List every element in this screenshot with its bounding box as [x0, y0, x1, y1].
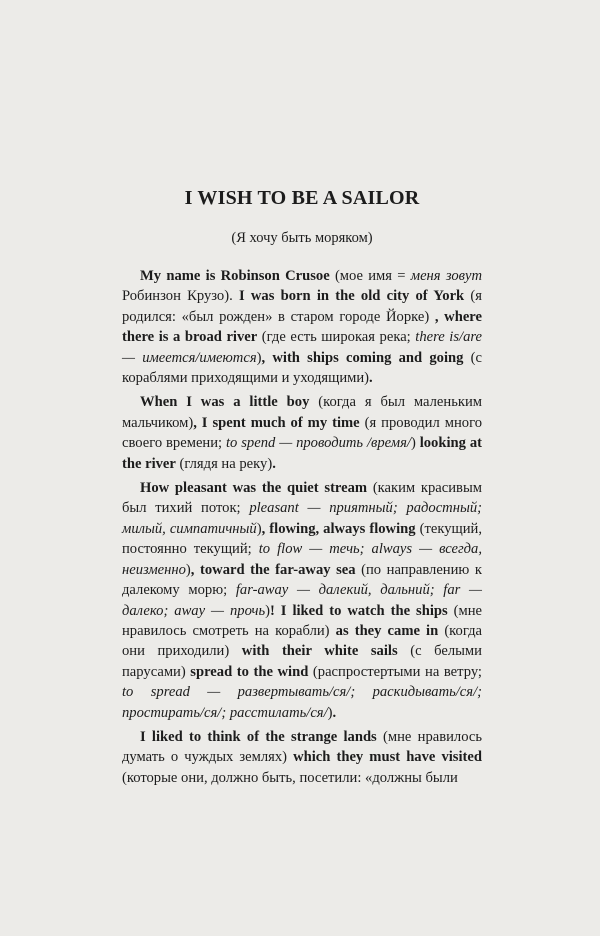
russian-gloss: ) [327, 704, 333, 721]
russian-gloss: (мое имя = [329, 268, 411, 284]
english-phrase: looking at the river [122, 435, 482, 472]
english-phrase: I was born in the old city of York [238, 288, 465, 305]
translation-note: to spread — развертывать/ся/; раскидывать/ся/; простирать/ся/; расстилать/ся/ [122, 684, 482, 721]
english-phrase: , flowing, always flowing [261, 520, 416, 537]
english-phrase: . [332, 704, 337, 721]
russian-gloss: (текущий, постоянно текущий; [122, 520, 482, 558]
russian-gloss: (я родился: «был рожден» в старом городе Йорке) [122, 288, 482, 325]
chapter-title: I WISH TO BE A SAILOR [184, 187, 420, 209]
english-phrase: , with ships coming and going [261, 349, 464, 366]
translation-note: to spend — проводить /время/ [226, 435, 411, 452]
chapter-body [122, 266, 482, 788]
russian-gloss: ) [185, 561, 191, 578]
russian-gloss: (с белыми парусами) [122, 643, 482, 680]
english-phrase: , where there is a broad river [122, 308, 482, 346]
translation-note: far-away — далекий, дальний; far — далеко; away — прочь [122, 582, 482, 619]
english-phrase: How pleasant was the quiet stream [140, 480, 368, 497]
russian-gloss: ) [256, 520, 262, 537]
english-phrase: , toward the far-away sea [190, 561, 356, 578]
russian-gloss: (каким красивым был тихий поток; [122, 480, 482, 517]
russian-gloss: (по направлению к далекому морю; [122, 561, 482, 599]
translation-note: меня зовут [410, 268, 482, 284]
english-phrase: My name is Robinson Crusoe [140, 268, 330, 284]
paragraph [122, 478, 482, 723]
russian-gloss: (с кораблями приходящими и уходящими) [122, 349, 482, 387]
translation-note: pleasant — приятный; радостный; милый, симпатичный [122, 500, 482, 537]
english-phrase: I liked to think of the strange lands [140, 728, 377, 745]
english-phrase: as they came in [335, 622, 439, 639]
russian-gloss: (мне нравилось смотреть на корабли) [122, 602, 483, 639]
russian-gloss: ) [265, 602, 270, 619]
russian-gloss: ) [410, 435, 420, 452]
russian-gloss: (которые они, должно быть, посетили: «должны были [122, 769, 458, 786]
paragraph [122, 266, 482, 388]
russian-gloss: (я проводил много своего времени; [122, 414, 482, 452]
paragraph [122, 727, 482, 788]
english-phrase: which they must have visited [293, 749, 482, 766]
english-phrase: with their white sails [241, 643, 398, 660]
russian-gloss: (когда я был маленьким мальчиком) [122, 394, 482, 431]
english-phrase: ! I liked to watch the ships [269, 602, 448, 619]
english-phrase: , I spent much of my time [193, 414, 360, 431]
russian-gloss: (глядя на реку) [175, 455, 273, 472]
english-phrase: spread to the wind [190, 663, 309, 680]
russian-gloss: (где есть широкая река; [257, 329, 416, 346]
english-phrase: When I was a little boy [140, 394, 310, 411]
english-phrase: . [272, 455, 276, 472]
translation-note: to flow — течь; always — всегда, неизменно [122, 541, 482, 578]
russian-gloss: (когда они приходили) [122, 622, 482, 660]
paragraph [122, 392, 482, 474]
book-page [0, 186, 600, 936]
russian-gloss: Робинзон Крузо). [122, 288, 239, 305]
english-phrase: . [369, 370, 373, 387]
translation-note: there is/are — имеется/имеются [122, 329, 483, 366]
russian-gloss: (распростертыми на ветру; [308, 663, 482, 680]
chapter-subtitle: (Я хочу быть моряком) [231, 230, 373, 246]
russian-gloss: ) [256, 349, 262, 366]
russian-gloss: (мне нравилось думать о чуждых землях) [122, 728, 482, 766]
